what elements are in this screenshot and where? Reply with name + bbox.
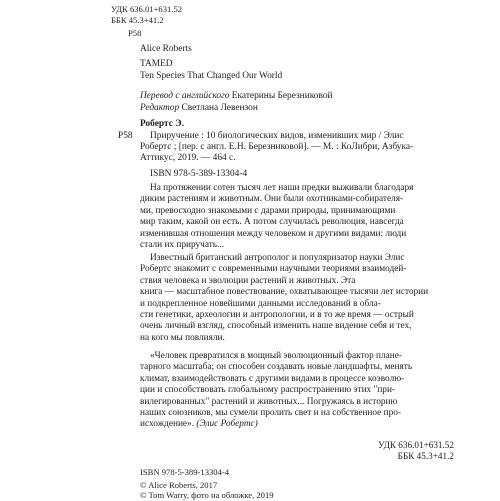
annotation-paragraph-2 — [140, 253, 458, 344]
quote-line: вилегированных" растений и животных... Погружаясь в историю — [140, 396, 398, 407]
annotation-line: ми, превосходно знакомыми с дарами природы, принимающими — [140, 205, 396, 216]
original-author: Alice Roberts — [140, 44, 192, 54]
annotation-line: диким растениям и животным. Они были охотниками-собирателя- — [140, 194, 404, 205]
bib-line-2: Робертс ; [пер. с англ. Е.Н. Березниковой]. — М. : КоЛибри, Азбука- — [140, 142, 414, 152]
annotation-line: сти генетики, археологии и антропологии, и в то же время — острый — [140, 310, 414, 321]
annotation-line: книга — масштабное повествование, охватывающее тысячи лет истории — [140, 287, 429, 298]
bottom-bbk: ББК 45.3+41.2 — [397, 451, 454, 461]
bib-isbn: ISBN 978-5-389-13304-4 — [150, 169, 248, 179]
bib-heading-author: Робертс Э. — [140, 119, 184, 129]
annotation-line: и подкрепленное новейшими данными исследований в обла- — [140, 298, 381, 309]
quote-line: ции и способствовать глобальному распространению этих "при- — [140, 385, 396, 396]
quote-line: тарного масштаба; он способен создавать новые ландшафты, менять — [140, 362, 413, 373]
annotation-quote — [140, 351, 458, 431]
quote-line: «Человек превратился в мощный эволюционный фактор плане- — [150, 351, 402, 361]
copyright-line: © Tom Warry, фото на обложке, 2019 — [140, 490, 274, 500]
bib-line-1: Приручение : 10 биологических видов, изменивших мир / Элис — [150, 131, 404, 141]
bottom-isbn: ISBN 978-5-389-13304-4 — [140, 467, 230, 477]
bottom-udk: УДК 636.01+631.52 — [378, 440, 454, 450]
annotation-line: Робертс знакомит с современными научными теориями взаимодей- — [140, 264, 407, 275]
annotation-line: На протяжении сотен тысяч лет наши предки выживали благодаря — [150, 183, 414, 193]
bib-line-3: Аттикус, 2019. — 464 с. — [140, 153, 236, 163]
quote-line: климат, взаимодействовать с другими видами в процессе коэволю- — [140, 373, 405, 384]
original-title: TAMED — [140, 59, 173, 69]
translator-name: Екатерины Березниковой — [231, 91, 333, 101]
original-subtitle: Ten Species That Changed Our World — [140, 71, 283, 81]
top-author-mark: Р58 — [128, 28, 142, 38]
copyright-line: © Alice Roberts, 2017 — [140, 480, 218, 490]
quote-attribution: (Элис Робертс) — [196, 419, 258, 430]
annotation-line: Известный британский антрополог и популяризатор науки Элис — [150, 253, 405, 263]
annotation-line: изменившая отношения между человеком и другими видами: люди — [140, 228, 407, 239]
top-bbk: ББК 45.3+41.2 — [111, 15, 164, 25]
bib-mark: Р58 — [118, 131, 133, 141]
annotation-paragraph-1 — [140, 183, 458, 251]
annotation-line: мир таким, какой он есть. А потом случилась революция, навсегда — [140, 217, 404, 228]
quote-line: наших союзников, мы сумели пролить свет и на собственное про- — [140, 408, 401, 419]
translation-credit — [140, 90, 333, 102]
top-udk: УДК 636.01+631.52 — [111, 4, 183, 14]
translation-label: Перевод с английского — [140, 91, 230, 101]
annotation-line: ствия человека и эволюции растений и животных. Эта — [140, 275, 356, 286]
editor-credit — [140, 102, 258, 114]
annotation-line: стали их приручать... — [140, 240, 225, 251]
editor-name: Светлана Левензон — [181, 103, 258, 113]
annotation-line: на кого мы повлияли. — [140, 332, 225, 343]
quote-line — [140, 419, 458, 430]
annotation-line: очень личный взгляд, способный изменить наше видение себя и тех, — [140, 321, 412, 332]
editor-label: Редактор — [140, 103, 180, 113]
quote-ending: исхождение». — [140, 419, 195, 430]
